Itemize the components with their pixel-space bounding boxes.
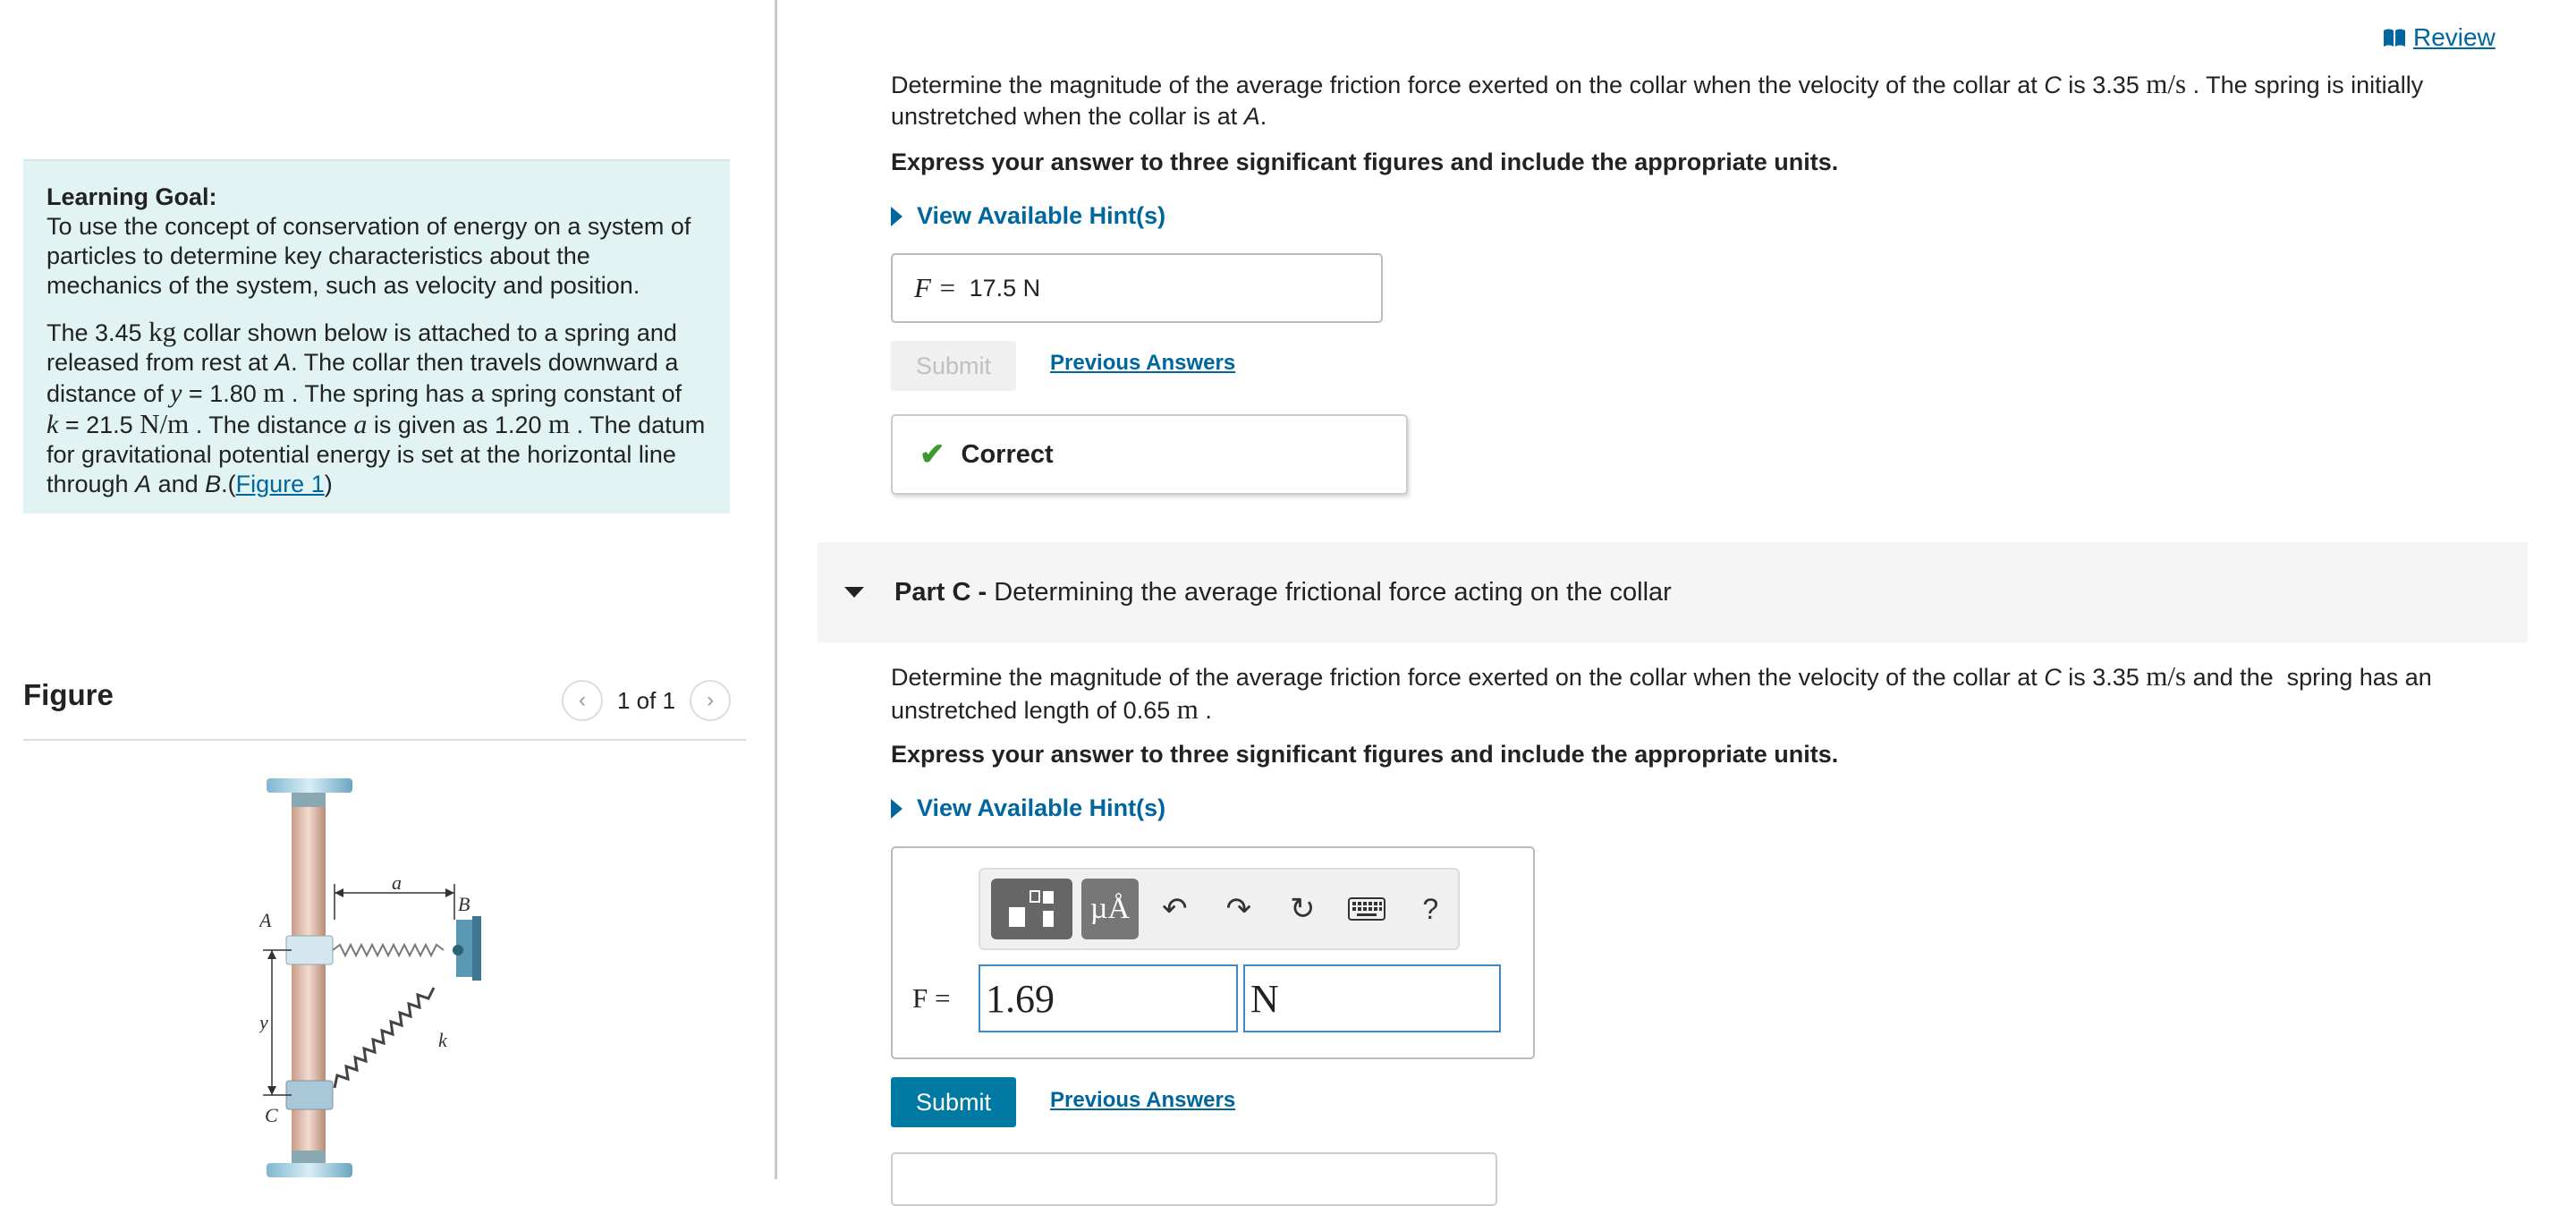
velocity-unit: m/s: [2146, 68, 2187, 99]
partB-question: [891, 68, 2528, 132]
partC-question: [891, 660, 2528, 726]
partC-title: Determining the average frictional force acting on the collar: [987, 577, 1672, 607]
partC-submit-button[interactable]: Submit: [891, 1077, 1016, 1127]
partC-previous-answers-link[interactable]: Previous Answers: [1050, 1088, 1236, 1112]
stmt-part: collar shown below is attached to a spring and released from rest at: [47, 319, 677, 376]
learning-goal-heading: Learning Goal:: [47, 183, 217, 210]
unit-input[interactable]: N: [1243, 964, 1501, 1032]
caret-right-icon: [891, 799, 902, 819]
label-a: a: [392, 871, 402, 894]
collar-at-A: [286, 936, 333, 964]
velocity-unit: m/s: [2146, 660, 2187, 692]
help-button[interactable]: ?: [1422, 892, 1439, 925]
next-figure-button[interactable]: [690, 680, 731, 721]
point-label: B: [205, 471, 222, 497]
length-unit: m: [1176, 693, 1199, 725]
var-a: a: [353, 410, 368, 439]
point-label: C: [2044, 72, 2062, 98]
caret-right-icon: [891, 207, 902, 226]
q-part: . The spring is initially unstretched when the collar is at: [891, 72, 2424, 130]
chevron-right-icon: ›: [707, 688, 715, 712]
book-icon: [2383, 28, 2406, 47]
chevron-left-icon: ‹: [579, 688, 586, 712]
spring-horizontal: [333, 945, 444, 955]
units-button[interactable]: µÅ: [1081, 879, 1138, 939]
answer-variable: F =: [914, 272, 957, 303]
figure-counter: 1 of 1: [617, 686, 676, 714]
keyboard-icon[interactable]: [1339, 879, 1394, 939]
q-part: is 3.35: [2061, 664, 2147, 691]
figure-nav: [562, 680, 731, 721]
q-part: and the spring has an unstretched length of 0.65: [891, 664, 2439, 724]
q-part: .: [1198, 697, 1212, 724]
math-toolbar: [979, 868, 1460, 950]
value-input[interactable]: 1.69: [979, 964, 1238, 1032]
collar-at-C: [286, 1081, 333, 1109]
stmt-part: .(: [221, 471, 236, 497]
point-label: C: [2044, 664, 2062, 691]
partB-feedback: [891, 414, 1408, 495]
q-part: is 3.35: [2061, 72, 2147, 98]
feedback-text: Correct: [961, 439, 1054, 469]
partC-label: Part C -: [894, 577, 987, 607]
q-part: .: [1259, 103, 1267, 130]
collar-spring-figure: [259, 777, 546, 1179]
stmt-part: ): [324, 471, 333, 497]
stmt-part: = 1.80: [182, 380, 264, 407]
spring-stretched: [335, 988, 434, 1088]
pin-B: [453, 945, 463, 955]
point-label: A: [1243, 103, 1260, 130]
var-k: k: [47, 410, 59, 439]
redo-icon[interactable]: ↷: [1225, 892, 1252, 926]
answer-value: 17.5 N: [969, 274, 1041, 302]
review-label: Review: [2413, 23, 2496, 51]
stmt-part: and: [151, 471, 206, 497]
hint-label: View Available Hint(s): [917, 794, 1166, 821]
spring-unit: N/m: [140, 408, 190, 439]
label-B: B: [458, 893, 470, 915]
vertical-rod: [292, 791, 326, 1167]
feedback-box: [891, 1152, 1497, 1206]
length-unit: m: [263, 377, 285, 408]
q-part: Determine the magnitude of the average friction force exerted on the collar when the velocity of the collar at: [891, 664, 2045, 691]
partB-instruction: Express your answer to three significant figures and include the appropriate units.: [891, 149, 1839, 175]
figure-link[interactable]: Figure 1: [235, 471, 325, 497]
bottom-cap: [267, 1163, 352, 1177]
stmt-part: The 3.45: [47, 319, 142, 346]
learning-goal: [47, 183, 707, 301]
partC-answer-panel: [891, 846, 1535, 1059]
label-y: y: [259, 1011, 268, 1033]
top-cap: [267, 778, 352, 793]
label-C: C: [265, 1104, 278, 1126]
divider: [23, 739, 746, 741]
problem-statement: [47, 317, 707, 499]
label-A: A: [259, 909, 272, 931]
q-part: Determine the magnitude of the average friction force exerted on the collar when the velocity of the collar at: [891, 72, 2045, 98]
var-y: y: [170, 378, 182, 408]
caret-down-icon: [844, 587, 864, 598]
partC-hint-toggle[interactable]: [891, 794, 1165, 822]
figure-title: Figure: [23, 678, 114, 711]
prev-figure-button[interactable]: [562, 680, 603, 721]
templates-icon: [1004, 888, 1061, 930]
partC-header[interactable]: [818, 542, 2528, 642]
stmt-part: . The collar then travels downward a distance of: [47, 349, 679, 407]
label-k: k: [438, 1029, 447, 1051]
partC-instruction: Express your answer to three significant figures and include the appropriate units.: [891, 741, 1839, 768]
stmt-part: = 21.5: [58, 412, 140, 438]
checkmark-icon: ✔: [919, 437, 945, 471]
learning-goal-text: To use the concept of conservation of energy on a system of particles to determine key characteristics about the mechanics of the system, such as velocity and position.: [47, 213, 691, 299]
left-pane: [0, 0, 777, 1179]
learning-goal-box: [23, 159, 730, 514]
undo-icon[interactable]: ↶: [1162, 892, 1188, 926]
wall-plate: [472, 916, 481, 981]
length-unit: m: [548, 408, 571, 439]
stmt-part: . The distance: [189, 412, 354, 438]
point-label: A: [275, 349, 292, 376]
reset-icon[interactable]: ↻: [1290, 892, 1316, 926]
mass-unit: kg: [148, 316, 177, 347]
templates-button[interactable]: [991, 879, 1072, 939]
stmt-part: . The datum for gravitational potential energy is set at the horizontal line through: [47, 412, 706, 497]
partB-answer-field: [891, 253, 1383, 323]
answer-variable: F =: [912, 982, 951, 1014]
stmt-part: is given as 1.20: [367, 412, 549, 438]
stmt-part: . The spring has a spring constant of: [284, 380, 682, 407]
partB-hint-toggle[interactable]: [891, 202, 1165, 230]
point-label: A: [135, 471, 152, 497]
partB-previous-answers-link[interactable]: Previous Answers: [1050, 351, 1236, 375]
hint-label: View Available Hint(s): [917, 202, 1166, 229]
review-link[interactable]: [2383, 23, 2496, 52]
partB-submit-button[interactable]: Submit: [891, 341, 1016, 391]
